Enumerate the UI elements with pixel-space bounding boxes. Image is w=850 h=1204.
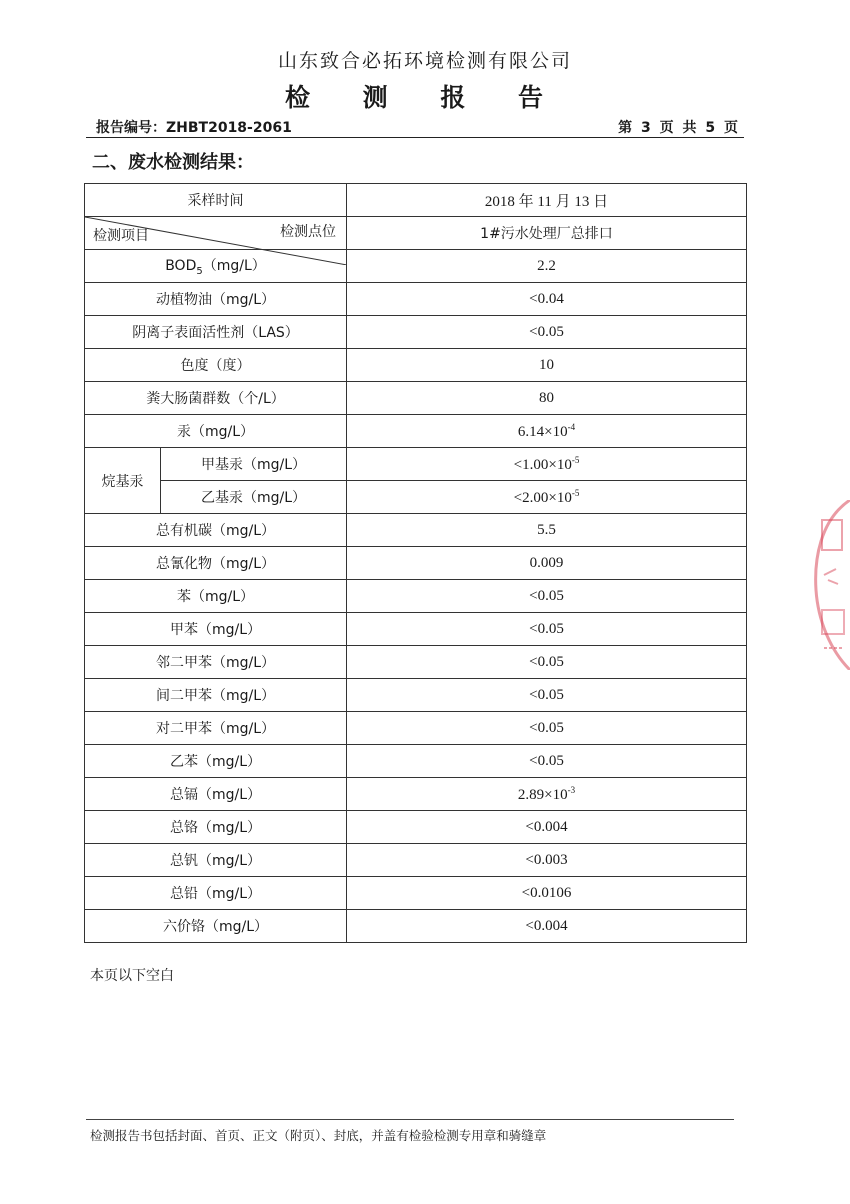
table-row [85,844,747,877]
item-cell: 六价铬（mg/L） [85,910,347,943]
item-cell: 甲苯（mg/L） [85,613,347,646]
table-row [85,415,747,448]
item-tail: （mg/L） [202,258,266,275]
table-row [85,349,747,382]
item-cell: 粪大肠菌群数（个/L） [85,382,347,415]
value-cell: <0.05 [347,580,747,613]
value-cell: 10 [347,349,747,382]
item-cell: 阴离子表面活性剂（LAS） [85,316,347,349]
item-cell: 总氰化物（mg/L） [85,547,347,580]
footer-divider [86,1119,734,1120]
footer-note: 检测报告书包括封面、首页、正文（附页）、封底，并盖有检验检测专用章和骑缝章 [90,1128,547,1143]
table-row [85,877,747,910]
results-table [84,183,747,943]
value-cell [347,778,747,811]
table-row [85,547,747,580]
item-label: 检测项目 [93,228,149,244]
alkyl-group-cell: 烷基汞 [85,448,161,514]
table-row [85,514,747,547]
value-cell: <0.04 [347,283,747,316]
seal-stamp [810,500,850,670]
seal-fragment-icon [810,500,850,670]
item-main: BOD [165,258,197,275]
table-header-row [85,217,747,250]
item-cell: 总铬（mg/L） [85,811,347,844]
item-cell: 色度（度） [85,349,347,382]
table-row [85,679,747,712]
value-base: 2.89×10 [517,786,568,803]
value-cell: <0.003 [347,844,747,877]
item-cell: 对二甲苯（mg/L） [85,712,347,745]
table-row [85,316,747,349]
value-base: 6.14×10 [517,423,568,440]
item-cell: 总有机碳（mg/L） [85,514,347,547]
table-row [85,580,747,613]
sampling-time-label: 采样时间 [85,184,347,217]
header-divider [86,137,744,138]
item-cell: 间二甲苯（mg/L） [85,679,347,712]
item-cell: 乙苯（mg/L） [85,745,347,778]
table-row [85,811,747,844]
item-cell: 甲基汞（mg/L） [161,448,347,481]
value-exponent: -3 [567,784,576,795]
value-exponent: -4 [567,421,576,432]
value-base: <1.00×10 [513,456,572,473]
item-subscript: 5 [196,265,203,277]
value-cell [347,448,747,481]
value-cell: 80 [347,382,747,415]
value-exponent: -5 [571,454,580,465]
value-cell [347,415,747,448]
value-cell: <0.05 [347,646,747,679]
value-exponent: -5 [571,487,580,498]
value-cell: 0.009 [347,547,747,580]
item-cell: 汞（mg/L） [85,415,347,448]
table-row [85,283,747,316]
value-cell: <0.05 [347,679,747,712]
table-row [85,613,747,646]
table-row [85,646,747,679]
value-base: <2.00×10 [513,489,572,506]
value-cell: <0.0106 [347,877,747,910]
point-value: 1#污水处理厂总排口 [347,217,747,250]
value-cell: <0.004 [347,811,747,844]
table-row [85,910,747,943]
document-title: 检 测 报 告 [284,83,566,112]
table-row [85,745,747,778]
value-cell: <0.05 [347,613,747,646]
value-cell: 5.5 [347,514,747,547]
value-cell: <0.05 [347,712,747,745]
item-cell: 总镉（mg/L） [85,778,347,811]
diagonal-header-cell [85,217,347,250]
value-cell: <0.05 [347,316,747,349]
item-cell: 乙基汞（mg/L） [161,481,347,514]
point-label: 检测点位 [280,224,336,240]
table-row [85,712,747,745]
item-cell: 邻二甲苯（mg/L） [85,646,347,679]
sampling-time-value: 2018 年 11 月 13 日 [347,184,747,217]
item-cell: 动植物油（mg/L） [85,283,347,316]
item-cell: 总铅（mg/L） [85,877,347,910]
report-number: 报告编号：ZHBT2018-2061 [96,120,292,136]
item-cell: 苯（mg/L） [85,580,347,613]
value-cell [347,481,747,514]
table-row [85,184,747,217]
blank-page-note: 本页以下空白 [90,968,174,984]
table-row [85,382,747,415]
section-title: 二、废水检测结果： [92,152,254,173]
value-cell: <0.05 [347,745,747,778]
value-cell: <0.004 [347,910,747,943]
page-indicator: 第 3 页 共 5 页 [618,120,738,136]
company-name: 山东致合必拓环境检测有限公司 [277,50,572,72]
item-cell: 总钒（mg/L） [85,844,347,877]
table-row [85,778,747,811]
value-cell: 2.2 [347,250,747,283]
table-row [85,481,747,514]
table-row [85,448,747,481]
